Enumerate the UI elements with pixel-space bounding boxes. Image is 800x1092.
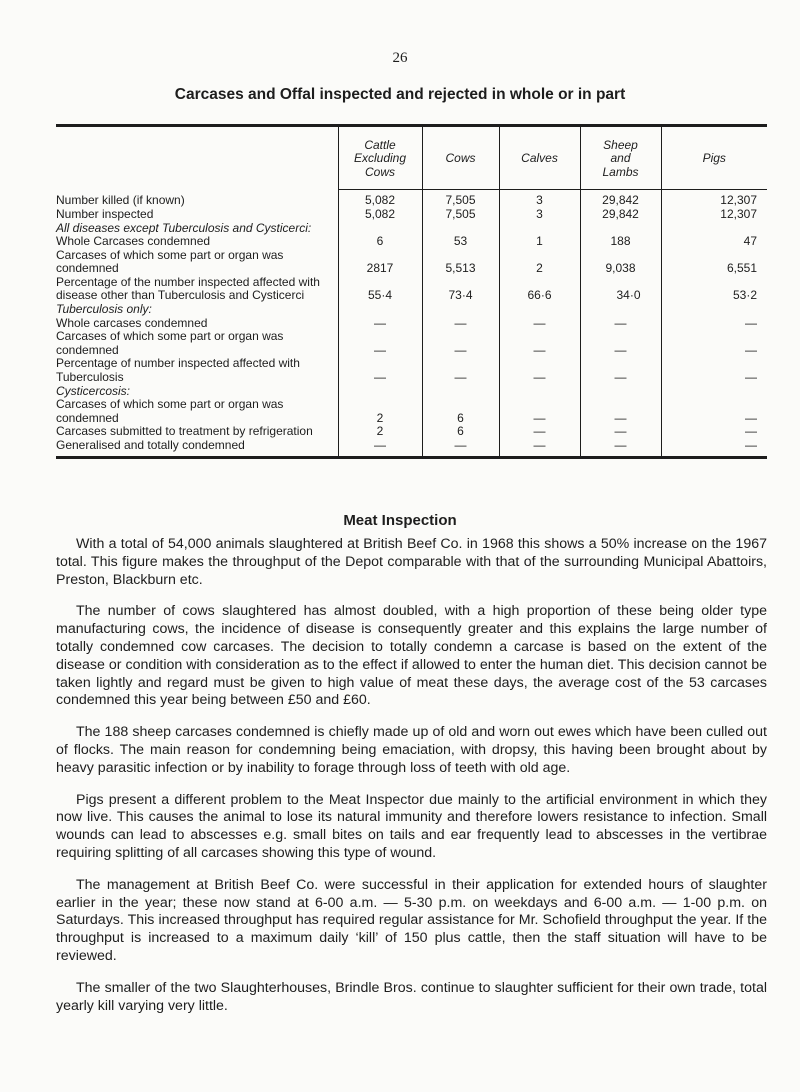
row-label: Whole carcases condemned [56, 315, 208, 330]
row-label: Whole Carcases condemned [56, 234, 211, 248]
paragraph: With a total of 54,000 animals slaughtered at British Beef Co. in 1968 this shows a 50% increase on the 1967 total. This figure makes the throughput of the Depot comparable with that of the surrounding Municipal Abattoirs, Preston, Blackburn etc. [56, 536, 767, 588]
cell-calves: — [499, 398, 580, 425]
cell-sheep: — [580, 357, 661, 384]
table-row [56, 249, 767, 276]
cell-sheep: 9,038 [580, 249, 661, 276]
row-label: Carcases of which some part or organ was condemned [56, 397, 284, 425]
table-row [56, 425, 767, 439]
cell-sheep: — [580, 317, 661, 331]
table-row [56, 439, 767, 458]
section-heading: Tuberculosis only: [56, 302, 152, 316]
cell-sheep: 29,842 [580, 190, 661, 208]
table-row [56, 317, 767, 331]
paragraph: The smaller of the two Slaughterhouses, Brindle Bros. continue to slaughter sufficient for their own trade, total yearly kill varying very little. [56, 979, 767, 1014]
cell-calves: 3 [499, 190, 580, 208]
cell-sheep: — [580, 439, 661, 458]
table-row [56, 276, 767, 303]
cell-cattle: — [338, 330, 422, 357]
table-row [56, 208, 767, 222]
row-label: Generalised and totally condemned [56, 437, 245, 452]
table-row [56, 357, 767, 384]
cell-cows: 7,505 [422, 208, 499, 222]
header-cows: Cows [422, 126, 499, 190]
paragraph: The number of cows slaughtered has almost doubled, with a high proportion of these being older type manufacturing cows, the incidence of disease is consequently greater and this explains the large number of totally condemned cow carcases. The decision to totally condemn a carcase is based on the extent of the disease or condition with consideration as to the effect if allowed to enter the human diet. This decision cannot be taken lightly and regard must be given to high value of meat these days, the average cost of the 53 carcases condemned this year being between £50 and £60. [56, 603, 767, 709]
cell-pigs: 6,551 [661, 249, 767, 276]
cell-cows: — [422, 439, 499, 458]
section-heading: Cysticercosis: [56, 383, 131, 398]
row-label: Number killed (if known) [56, 193, 185, 207]
cell-pigs: 53·2 [661, 276, 767, 303]
cell-calves: 3 [499, 208, 580, 222]
cell-cattle: 5,082 [338, 208, 422, 222]
paragraph: Pigs present a different problem to the Meat Inspector due mainly to the artificial environment in which they now live. This causes the animal to lose its natural immunity and therefore lowers resistance to infection. Small wounds can lead to abscesses e.g. small bites on tails and ear frequently lead to abscesses in the vertibrae requiring splitting of all carcases showing this type of wound. [56, 791, 767, 861]
cell-calves: — [499, 425, 580, 439]
table-title: Carcases and Offal inspected and rejected in whole or in part [174, 86, 626, 103]
cell-cattle: 55·4 [338, 276, 422, 303]
cell-cattle: — [338, 317, 422, 331]
row-label: Carcases of which some part or organ was condemned [56, 247, 284, 275]
cell-cows: 6 [422, 425, 499, 439]
paragraph: The 188 sheep carcases condemned is chiefly made up of old and worn out ewes which have been culled out of flocks. The main reason for condemning being emaciation, with dropsy, this having been brought about by heavy parasitic infection or by inability to forage through loss of teeth with old age. [56, 724, 767, 776]
cell-cattle: 2 [338, 398, 422, 425]
row-label: Carcases of which some part or organ was condemned [56, 329, 284, 357]
cell-sheep: 188 [580, 235, 661, 249]
cell-calves: — [499, 439, 580, 458]
cell-pigs: 47 [661, 235, 767, 249]
header-calves: Calves [499, 126, 580, 190]
cell-sheep: — [580, 398, 661, 425]
cell-cattle: 6 [338, 235, 422, 249]
table-row [56, 330, 767, 357]
cell-cows: 6 [422, 398, 499, 425]
cell-pigs: 12,307 [661, 208, 767, 222]
cell-cattle: 5,082 [338, 190, 422, 208]
cell-calves: — [499, 317, 580, 331]
cell-sheep: 29,842 [580, 208, 661, 222]
cell-pigs: — [661, 330, 767, 357]
cell-calves: 1 [499, 235, 580, 249]
row-label: Number inspected [56, 206, 154, 221]
page-number: 26 [392, 50, 408, 66]
cell-calves: — [499, 330, 580, 357]
header-sheep: Sheep and Lambs [580, 126, 661, 190]
table-header-row [56, 126, 767, 190]
header-cattle: Cattle Excluding Cows [338, 126, 422, 190]
cell-cows: 53 [422, 235, 499, 249]
section-heading: All diseases except Tuberculosis and Cysticerci: [56, 220, 312, 235]
table-row [56, 235, 767, 249]
row-label: Percentage of number inspected affected with Tuberculosis [56, 356, 300, 384]
cell-calves: — [499, 357, 580, 384]
cell-cows: — [422, 317, 499, 331]
table-row [56, 190, 767, 208]
cell-cows: 5,513 [422, 249, 499, 276]
cell-cattle: — [338, 357, 422, 384]
cell-sheep: — [580, 330, 661, 357]
cell-cattle: 2 [338, 425, 422, 439]
cell-calves: 66·6 [499, 276, 580, 303]
cell-pigs: — [661, 357, 767, 384]
header-pigs: Pigs [661, 126, 767, 190]
table-row [56, 384, 767, 398]
cell-cows: 73·4 [422, 276, 499, 303]
table-row [56, 303, 767, 317]
cell-cows: 7,505 [422, 190, 499, 208]
cell-pigs: — [661, 439, 767, 458]
row-label: Percentage of the number inspected affected with disease other than Tuberculosis and Cysticerci [56, 274, 320, 302]
cell-cattle: — [338, 439, 422, 458]
cell-pigs: — [661, 317, 767, 331]
carcases-table [56, 124, 767, 459]
cell-pigs: 12,307 [661, 190, 767, 208]
row-label: Carcases submitted to treatment by refrigeration [56, 424, 313, 438]
cell-sheep: — [580, 425, 661, 439]
cell-pigs: — [661, 425, 767, 439]
table-row [56, 221, 767, 235]
table-row [56, 398, 767, 425]
meat-inspection-heading: Meat Inspection [343, 512, 457, 529]
cell-cattle: 2817 [338, 249, 422, 276]
cell-cows: — [422, 330, 499, 357]
cell-cows: — [422, 357, 499, 384]
cell-pigs: — [661, 398, 767, 425]
cell-calves: 2 [499, 249, 580, 276]
header-blank [56, 126, 338, 190]
cell-sheep: 34·0 [580, 276, 661, 303]
meat-inspection-body [56, 536, 767, 1029]
paragraph: The management at British Beef Co. were successful in their application for extended hours of slaughter earlier in the year; these now stand at 6-00 a.m. — 5-30 p.m. on weekdays and 6-00 a.m. — 1-00 p.m. on Saturdays. This increased throughput has required regular assistance for Mr. Schofield throughput the year. If the throughput is increased to a maximum daily ‘kill’ of 150 plus cattle, then the staff situation will have to be reviewed. [56, 876, 767, 964]
